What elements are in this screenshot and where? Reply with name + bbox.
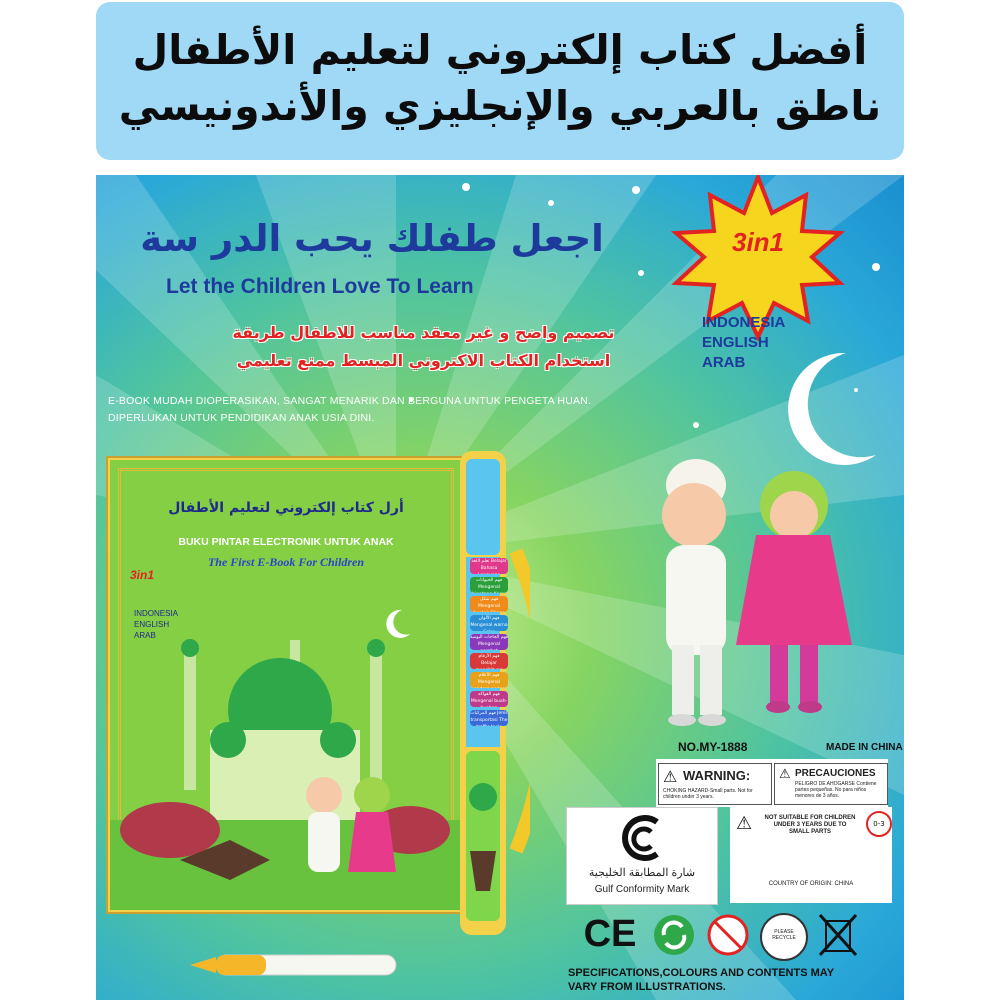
language-item: ENGLISH — [134, 620, 170, 629]
gulf-label-arabic: شارة المطابقة الخليجية — [588, 867, 696, 879]
ebook-product-image — [108, 458, 464, 912]
warning-box-english — [658, 763, 772, 805]
ebook-title-arabic: أرل كتاب إلكتروني لتعليم الأطفال — [168, 500, 404, 516]
please-recycle-icon — [760, 913, 808, 961]
language-list — [702, 313, 785, 373]
box-title-arabic: اجعل طفلك يحب الدر سة — [140, 217, 604, 260]
headline-line-2: ناطق بالعربي والإنجليزي والأندونيسي — [118, 82, 882, 130]
please-recycle-label: PLEASE RECYCLE — [772, 929, 796, 941]
country-of-origin: COUNTRY OF ORIGIN: CHINA — [768, 881, 854, 887]
ebook-topic-item: فهم شكل Mengenal — [470, 596, 508, 612]
made-in-label: MADE IN CHINA — [826, 742, 903, 753]
warning-title: WARNING: — [683, 768, 751, 783]
model-number: NO.MY-1888 — [678, 740, 748, 754]
warning-panel — [656, 759, 888, 807]
ebook-topic-list — [470, 558, 508, 729]
badge-3in1: 3in1 — [731, 227, 785, 257]
warning-text: CHOKING HAZARD-Small parts. Not for children under 3 years. — [663, 788, 753, 800]
ebook-topic-item: فهم الفواكه Mengenal buah- — [470, 691, 508, 707]
ebook-topic-item: فهم الحيوانات Mengenal — [470, 577, 508, 593]
language-item: ARAB — [134, 631, 156, 640]
warning-triangle-icon: ⚠ — [663, 767, 678, 786]
reading-pen-image — [186, 947, 416, 983]
ebook-title-english: The First E-Book For Children — [207, 555, 365, 569]
age-warning-panel — [730, 807, 892, 903]
language-item: INDONESIA — [702, 314, 786, 331]
ebook-topic-item: تعلم اللغة Belajar Bahasa — [470, 558, 508, 574]
precauciones-text: PELIGRO DE AHOGARSE Contiene partes pequeñas. No para niños menores de 3 años. — [795, 781, 877, 799]
specs-line-2: VARY FROM ILLUSTRATIONS. — [568, 981, 726, 993]
gulf-conformity-panel — [566, 807, 718, 905]
warning-box-spanish — [774, 763, 888, 805]
not-suitable-text: NOT SUITABLE FOR CHILDREN UNDER 3 YEARS DUE TO SMALL PARTS — [764, 815, 856, 835]
ebook-badge-3in1: 3in1 — [130, 568, 155, 582]
ebook-title-indonesian: BUKU PINTAR ELECTRONIK UNTUK ANAK — [178, 536, 394, 548]
ce-mark-icon: CE — [583, 913, 637, 955]
box-indonesian-line-1: E-BOOK MUDAH DIOPERASIKAN, SANGAT MENARIK DAN BERGUNA UNTUK PENGETA HUAN. — [108, 395, 592, 407]
warning-triangle-icon: ⚠ — [736, 813, 753, 834]
ebook-topic-item: فهم الألوان Mengenal warna — [470, 615, 508, 631]
box-arabic-line-2: استخدام الكتاب الاكتروني المبسط ممتع تعليمي — [236, 351, 611, 370]
ebook-topic-item: فهم المركبات Jenis transportasi The — [470, 710, 508, 726]
box-indonesian-line-2: DIPERLUKAN UNTUK PENDIDIKAN ANAK USIA DINI. — [108, 412, 375, 424]
ebook-topic-item: فهم الحاجات اليومية Mengenal — [470, 634, 508, 650]
box-arabic-line-1: تصميم واضح و غير معقد مناسب للاطفال طريقة — [232, 323, 615, 342]
gulf-conformity-icon — [617, 814, 667, 862]
language-item: ENGLISH — [702, 334, 769, 351]
weee-bin-icon — [818, 911, 858, 959]
children-praying-illustration — [616, 445, 876, 745]
warning-triangle-icon: ⚠ — [779, 767, 791, 782]
ebook-topic-item: فهم الأعلام Mengenal — [470, 672, 508, 688]
age-restriction-icon — [706, 913, 750, 957]
product-box — [96, 175, 904, 1000]
gulf-label-english: Gulf Conformity Mark — [594, 884, 690, 895]
age-restriction-icon: 0-3 — [866, 811, 892, 837]
headline-banner — [96, 2, 904, 160]
headline-line-1: أفضل كتاب إلكتروني لتعليم الأطفال — [132, 26, 868, 74]
specs-line-1: SPECIFICATIONS,COLOURS AND CONTENTS MAY — [568, 967, 835, 979]
mosque-illustration — [110, 590, 462, 910]
precauciones-title: PRECAUCIONES — [795, 768, 876, 779]
ebook-topic-item: فهم الأرقام Belajar — [470, 653, 508, 669]
specifications-note — [568, 966, 834, 994]
box-title-english: Let the Children Love To Learn — [166, 275, 474, 298]
language-item: INDONESIA — [134, 609, 179, 618]
green-dot-recycle-icon — [652, 913, 696, 957]
language-item: ARAB — [702, 354, 746, 371]
